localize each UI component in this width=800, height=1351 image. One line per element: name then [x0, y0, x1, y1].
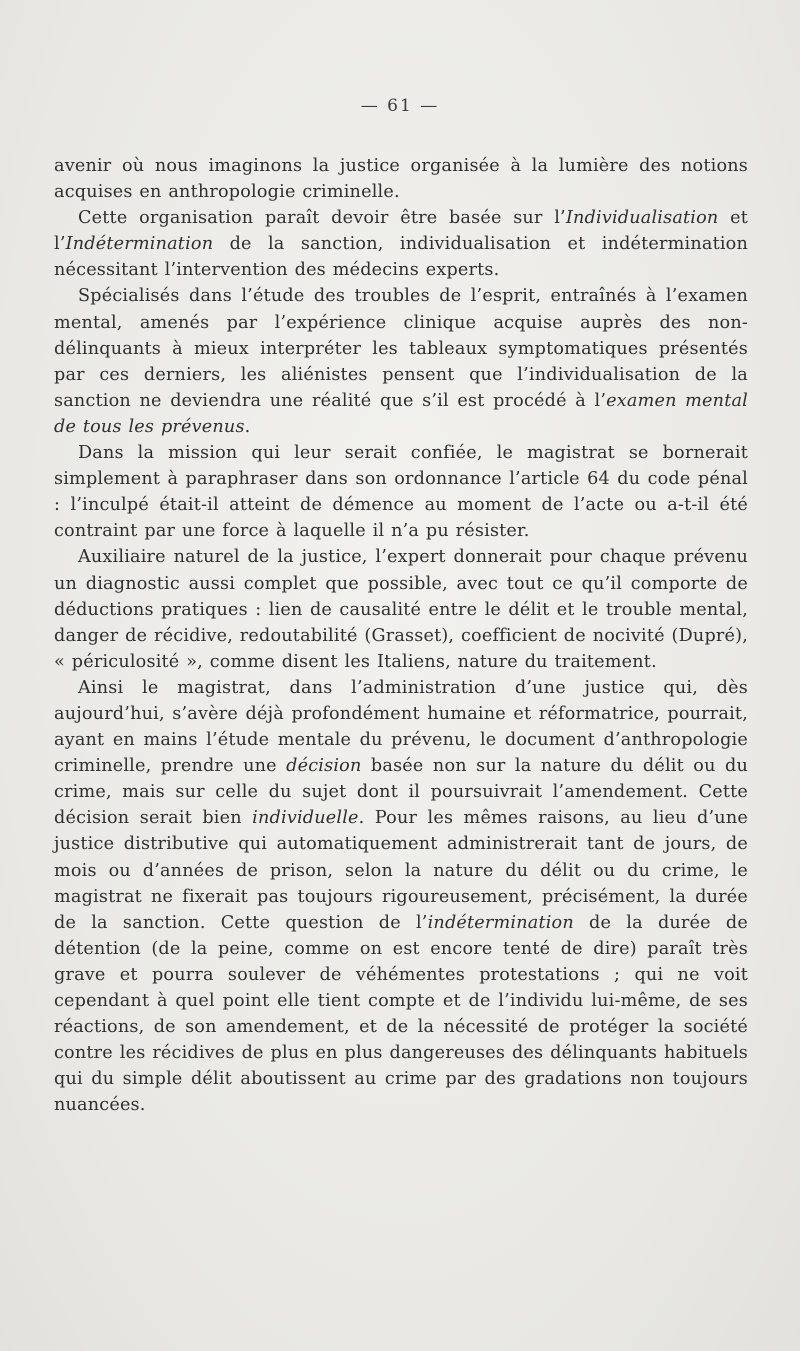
paragraph: [54, 440, 748, 544]
paragraph: [54, 205, 748, 283]
text-run: et l’: [54, 208, 748, 255]
body-text: [54, 153, 748, 1118]
text-run: avenir où nous imaginons la justice organisée à la lumière des notions acquises en anthropologie criminelle.: [54, 156, 748, 203]
paragraph: [54, 544, 748, 674]
page-number: — 61 —: [360, 96, 440, 116]
text-run: basée non sur la nature du délit ou du crime, mais sur celle du sujet dont il poursuivrait l’amendement. Cette décision serait bien: [54, 756, 748, 829]
text-run: Spécialisés dans l’étude des troubles de l’esprit, entraînés à l’examen mental, amenés par l’expérience clinique acquise auprès des non-délinquants à mieux interpréter les tableaux symptomatiques présentés par ces derniers, les aliénistes pensent que l’individualisation de la sanction ne deviendra une réalité que s’il est procédé à l’: [54, 286, 748, 411]
text-run: de la durée de détention (de la peine, comme on est encore tenté de dire) paraît très grave et pourra soulever de véhémentes protestations ; qui ne voit cependant à quel point elle tient compte et de l’individu lui-même, de ses réactions, de son amendement, et de la nécessité de protéger la société contre les récidives de plus en plus dangereuses des délinquants habituels qui du simple délit aboutissent au crime par des gradations non toujours nuancées.: [54, 912, 748, 1116]
italic-text: individuelle: [252, 808, 359, 829]
italic-text: examen mental de tous les prévenus: [54, 390, 748, 437]
text-run: Ainsi le magistrat, dans l’administration d’une justice qui, dès aujourd’hui, s’avère déjà profondément humaine et réformatrice, pourrait, ayant en mains l’étude mentale du prévenu, le document d’anthropologie criminelle, prendre une: [54, 677, 748, 777]
text-run: . Pour les mêmes raisons, au lieu d’une justice distributive qui automatiquement administrerait tant de jours, de mois ou d’années de prison, selon la nature du délit ou du crime, le magistrat ne fixerait pas toujours rigoureusement, précisément, la durée de la sanction. Cette question de l’: [54, 808, 748, 933]
italic-text: indétermination: [427, 912, 574, 933]
text-run: .: [244, 416, 251, 437]
text-run: de la sanction, individualisation et indétermination nécessitant l’intervention des médecins experts.: [54, 234, 748, 281]
italic-text: Indétermination: [65, 234, 214, 255]
text-run: Cette organisation paraît devoir être basée sur l’: [78, 208, 566, 229]
text-run: Auxiliaire naturel de la justice, l’expert donnerait pour chaque prévenu un diagnostic aussi complet que possible, avec tout ce qu’il comporte de déductions pratiques : lien de causalité entre le délit et le trouble mental, danger de récidive, redoutabilité (Grasset), coefficient de nocivité (Dupré), « périculosité », comme disent les Italiens, nature du traitement.: [54, 547, 748, 672]
paragraph: [54, 675, 748, 1119]
paragraph: [54, 153, 748, 205]
italic-text: Individualisation: [565, 208, 719, 229]
text-run: Dans la mission qui leur serait confiée, le magistrat se bornerait simplement à paraphraser dans son ordonnance l’article 64 du code pénal : l’inculpé était-il atteint de démence au moment de l’acte ou a-t-il été contraint par une force à laquelle il n’a pu résister.: [54, 443, 748, 542]
paragraph: [54, 283, 748, 440]
italic-text: décision: [286, 756, 362, 777]
